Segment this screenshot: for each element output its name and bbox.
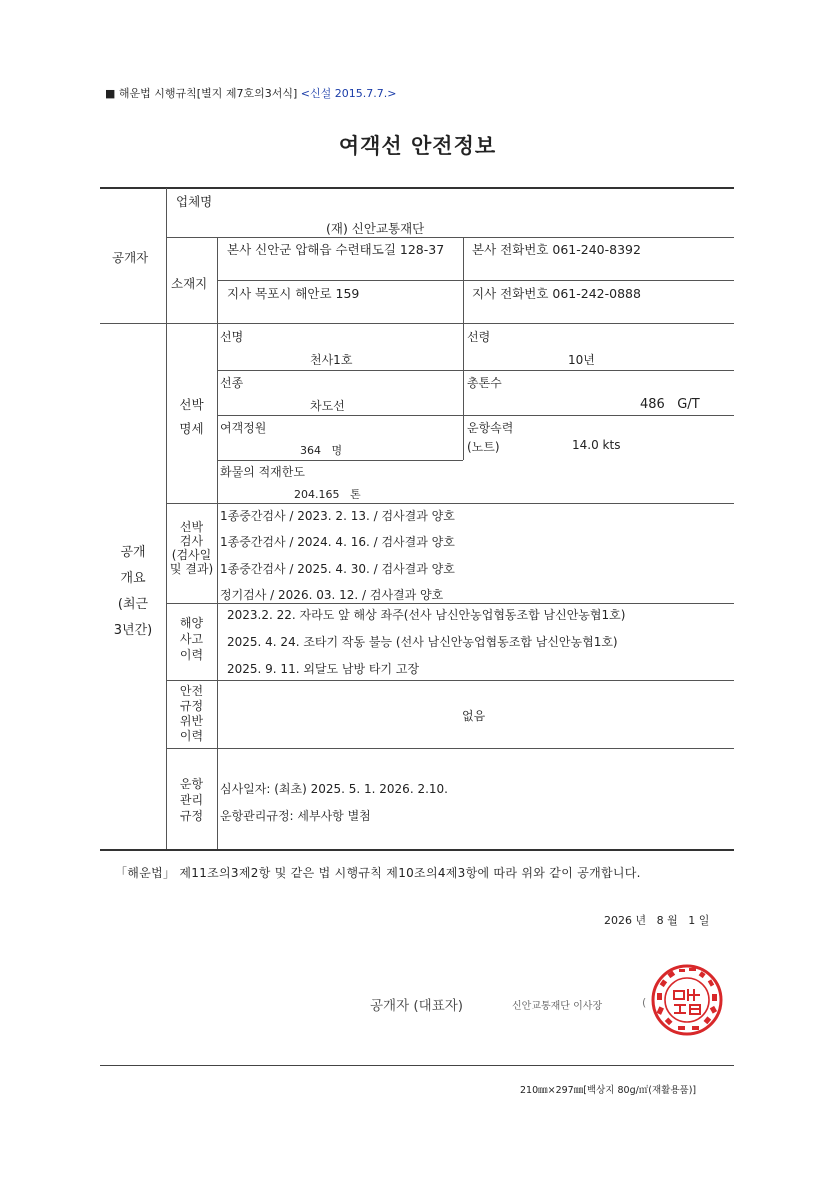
violation-label-line: 위반 [179, 714, 204, 728]
address-label: 소재지 [171, 276, 208, 291]
overview-label-line: (최근 [117, 597, 149, 612]
management-label-line: 운항 [179, 777, 204, 791]
date-year: 2026 [604, 914, 632, 927]
specs-label-line: 선박 [179, 397, 204, 412]
violation-label-line: 이력 [179, 729, 204, 743]
page-title: 여객선 안전정보 [338, 134, 497, 158]
grid-line [166, 503, 734, 504]
inspection-label-line: (검사일 [171, 548, 212, 562]
inspection-label-line: 및 결과) [169, 562, 214, 576]
date-month-unit: 월 [667, 914, 678, 927]
inspection-label-line: 검사 [179, 534, 204, 548]
capacity-unit: 명 [331, 444, 343, 457]
discloser-section-label: 공개자 [112, 250, 149, 265]
company-label: 업체명 [176, 194, 213, 209]
inspection-label-line: 선박 [179, 520, 204, 534]
accident-item: 2023.2. 22. 자라도 앞 해상 좌주(선사 남신안농업협동조합 남신안농협1호) [227, 608, 626, 622]
grid-line [166, 237, 734, 238]
inspection-item: 1종중간검사 / 2024. 4. 16. / 검사결과 양호 [220, 535, 455, 549]
head-office-address: 본사 신안군 압해읍 수련태도길 128-37 [227, 242, 445, 257]
ship-age-value: 10년 [568, 353, 595, 367]
grid-line [217, 460, 463, 461]
capacity-label: 여객정원 [220, 421, 267, 435]
review-date: 심사일자: (최초) 2025. 5. 1. 2026. 2.10. [220, 782, 448, 796]
grid-line [166, 680, 734, 681]
tonnage-number: 486 [640, 397, 665, 412]
tonnage-value [640, 397, 700, 412]
accident-history-label [166, 615, 217, 663]
head-office-phone: 본사 전화번호 061-240-8392 [472, 242, 641, 257]
management-label-line: 규정 [179, 809, 204, 823]
square-bullet: ■ [105, 87, 116, 100]
overview-section-label [100, 540, 166, 644]
overview-label-line: 개요 [120, 571, 146, 586]
grid-line [217, 324, 218, 849]
form-header [105, 85, 396, 101]
tonnage-label: 총톤수 [467, 376, 502, 390]
tonnage-unit: G/T [677, 397, 700, 412]
violation-label-line: 규정 [179, 699, 204, 713]
ship-name-label: 선명 [220, 330, 244, 344]
branch-phone: 지사 전화번호 061-242-0888 [472, 286, 641, 301]
cargo-unit: 톤 [350, 488, 361, 501]
signature-paren: ( [642, 996, 647, 1009]
violation-value: 없음 [462, 709, 486, 723]
section-divider [100, 323, 734, 324]
accident-label-line: 사고 [179, 632, 204, 646]
date-month: 8 [656, 914, 664, 927]
violation-label-line: 안전 [179, 684, 204, 698]
speed-unit-label: (노트) [467, 440, 500, 454]
branch-address: 지사 목포시 해안로 159 [227, 286, 360, 301]
date-day: 1 [688, 914, 696, 927]
disclosure-statement: 「해운법」 제11조의3제2항 및 같은 법 시행규칙 제10조의4제3항에 따라 위와 같이 공개합니다. [115, 866, 641, 880]
violation-history-label [166, 684, 217, 744]
management-rules-label [166, 776, 217, 824]
disclosure-date [604, 912, 709, 928]
speed-label: 운항속력 [467, 421, 514, 435]
overview-label-line: 공개 [120, 545, 146, 560]
cargo-label: 화물의 적재한도 [220, 465, 305, 479]
inspection-item: 정기검사 / 2026. 03. 12. / 검사결과 양호 [220, 588, 444, 602]
management-rules: 운항관리규정: 세부사항 별첨 [220, 809, 371, 823]
inspection-label [166, 520, 217, 576]
table-bottom-border [100, 849, 734, 851]
grid-line [166, 603, 734, 604]
specs-label-line: 명세 [179, 421, 204, 436]
grid-line [217, 415, 734, 416]
date-year-unit: 년 [635, 914, 647, 927]
accident-item: 2025. 9. 11. 외달도 남방 타기 고장 [227, 662, 420, 676]
ship-type-label: 선종 [220, 376, 244, 390]
grid-line [166, 748, 734, 749]
ship-age-label: 선령 [467, 330, 491, 344]
paper-spec: 210㎜×297㎜[백상지 80g/㎡(재활용품)] [520, 1085, 697, 1096]
company-name: (재) 신안교통재단 [326, 221, 425, 236]
official-seal-icon [650, 963, 724, 1037]
accident-item: 2025. 4. 24. 조타기 작동 불능 (선사 남신안농업협동조합 남신안농협1호) [227, 635, 618, 649]
grid-line [217, 370, 734, 371]
management-label-line: 관리 [179, 793, 204, 807]
cargo-value [294, 486, 361, 502]
speed-value: 14.0 kts [572, 438, 621, 452]
capacity-number: 364 [300, 444, 321, 457]
form-reference: 해운법 시행규칙[별지 제7호의3서식] [118, 87, 298, 100]
ship-specs-label [166, 393, 217, 441]
grid-line [463, 324, 464, 460]
footer-divider [100, 1065, 734, 1066]
inspection-item: 1종중간검사 / 2025. 4. 30. / 검사결과 양호 [220, 562, 455, 576]
inspection-item: 1종중간검사 / 2023. 2. 13. / 검사결과 양호 [220, 509, 455, 523]
accident-label-line: 해양 [179, 616, 204, 630]
signature-label: 공개자 (대표자) [370, 998, 464, 1014]
accident-label-line: 이력 [179, 648, 204, 662]
date-day-unit: 일 [698, 914, 710, 927]
capacity-value [300, 442, 342, 458]
cargo-number: 204.165 [294, 488, 340, 501]
overview-label-line: 3년간) [113, 623, 153, 638]
revision-note: <신설 2015.7.7.> [300, 87, 397, 100]
grid-line [217, 280, 734, 281]
ship-type-value: 차도선 [310, 399, 345, 413]
table-top-border [100, 187, 734, 189]
signatory-name: 신안교통재단 이사장 [512, 1001, 603, 1012]
grid-line [166, 188, 167, 323]
ship-name-value: 천사1호 [310, 353, 353, 367]
